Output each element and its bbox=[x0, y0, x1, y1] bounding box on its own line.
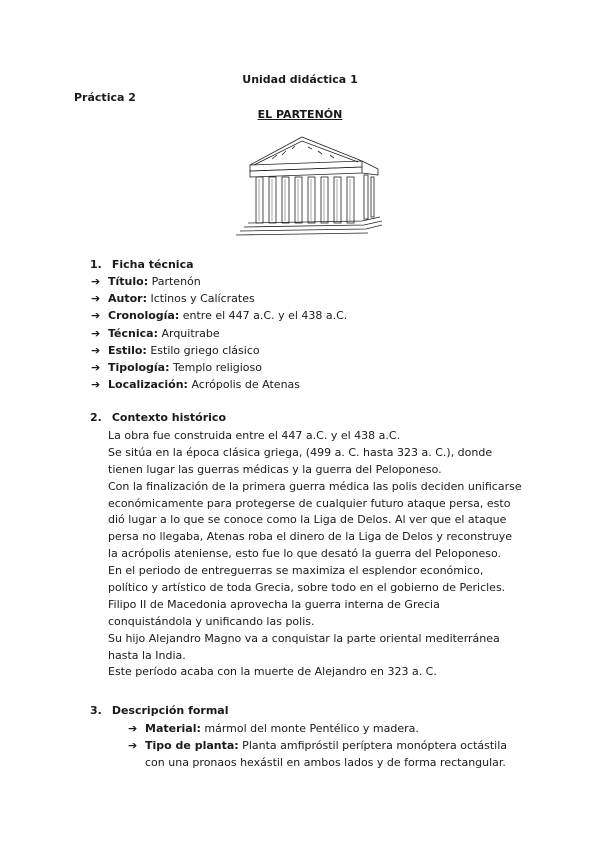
list-item: ➔ Tipo de planta: Planta amfipróstil períptera monóptera octástila con una pronaos hexástil en ambos lados y de forma rectangular. bbox=[128, 739, 508, 769]
section-number: 3. bbox=[90, 704, 102, 717]
arrow-right-icon: ➔ bbox=[91, 343, 101, 357]
section-title: Ficha técnica bbox=[111, 258, 194, 271]
text-line: Filipo II de Macedonia aprovecha la guerra interna de Grecia bbox=[108, 597, 440, 611]
section-title: Contexto histórico bbox=[111, 411, 227, 424]
arrow-right-icon: ➔ bbox=[91, 326, 101, 340]
list-item: ➔ Tipología: Templo religioso bbox=[91, 359, 347, 376]
text-line: Con la finalización de la primera guerra médica las polis deciden unificarse bbox=[108, 479, 522, 493]
text-line: conquistándola y unificando las polis. bbox=[108, 614, 315, 628]
text-line: persa no llegaba, Atenas roba el dinero de la Liga de Delos y reconstruye bbox=[108, 530, 513, 544]
list-item: ➔ Técnica: Arquitrabe bbox=[91, 325, 347, 342]
page-title: EL PARTENÓN bbox=[257, 108, 343, 121]
text-line: En el periodo de entreguerras se maximiza el esplendor económico, bbox=[108, 564, 484, 578]
text-line: hasta la India. bbox=[108, 648, 186, 662]
text-line: tienen lugar las guerras médicas y la guerra del Peloponeso. bbox=[108, 462, 442, 476]
list-item: ➔ Material: mármol del monte Pentélico y madera. bbox=[128, 722, 419, 735]
practice-label: Práctica 2 bbox=[74, 91, 136, 104]
arrow-right-icon: ➔ bbox=[91, 309, 101, 323]
text-line: económicamente para protegerse de cualquier futuro ataque persa, esto bbox=[108, 496, 511, 510]
text-line: la acrópolis ateniense, esto fue lo que desató la guerra del Peloponeso. bbox=[108, 547, 502, 561]
section-descripcion-heading bbox=[90, 704, 229, 717]
section-title: Descripción formal bbox=[111, 704, 229, 717]
arrow-right-icon: ➔ bbox=[128, 722, 138, 735]
arrow-right-icon: ➔ bbox=[91, 275, 101, 288]
section-number: 1. bbox=[90, 258, 102, 271]
arrow-right-icon: ➔ bbox=[91, 292, 101, 306]
text-line: Su hijo Alejandro Magno va a conquistar la parte oriental mediterránea bbox=[108, 631, 500, 645]
ficha-tecnica-list bbox=[91, 273, 347, 393]
text-line: político y artístico de toda Grecia, sobre todo en el gobierno de Pericles. bbox=[108, 581, 506, 595]
text-line: dió lugar a lo que se conoce como la Liga de Delos. Al ver que el ataque bbox=[108, 513, 507, 527]
parthenon-illustration bbox=[222, 125, 382, 245]
section-contexto-heading bbox=[90, 411, 226, 424]
list-item: ➔ Cronología: entre el 447 a.C. y el 438 a.C. bbox=[91, 307, 347, 324]
list-item: ➔ Localización: Acrópolis de Atenas bbox=[91, 376, 347, 393]
unit-heading: Unidad didáctica 1 bbox=[242, 73, 358, 86]
contexto-paragraph bbox=[108, 428, 548, 681]
list-item: ➔ Autor: Ictinos y Calícrates bbox=[91, 290, 347, 307]
arrow-right-icon: ➔ bbox=[91, 360, 101, 374]
arrow-right-icon: ➔ bbox=[128, 739, 138, 752]
text-line: La obra fue construida entre el 447 a.C. y el 438 a.C. bbox=[108, 429, 401, 442]
list-item: ➔ Estilo: Estilo griego clásico bbox=[91, 342, 347, 359]
text-line: Este período acaba con la muerte de Alejandro en 323 a. C. bbox=[108, 665, 437, 679]
descripcion-list bbox=[128, 720, 507, 771]
section-ficha-tecnica-heading bbox=[90, 258, 194, 271]
arrow-right-icon: ➔ bbox=[91, 378, 101, 392]
text-line: Se sitúa en la época clásica griega, (499 a. C. hasta 323 a. C.), donde bbox=[108, 445, 493, 459]
list-item: ➔ Título: Partenón bbox=[91, 273, 347, 290]
section-number: 2. bbox=[90, 411, 102, 424]
